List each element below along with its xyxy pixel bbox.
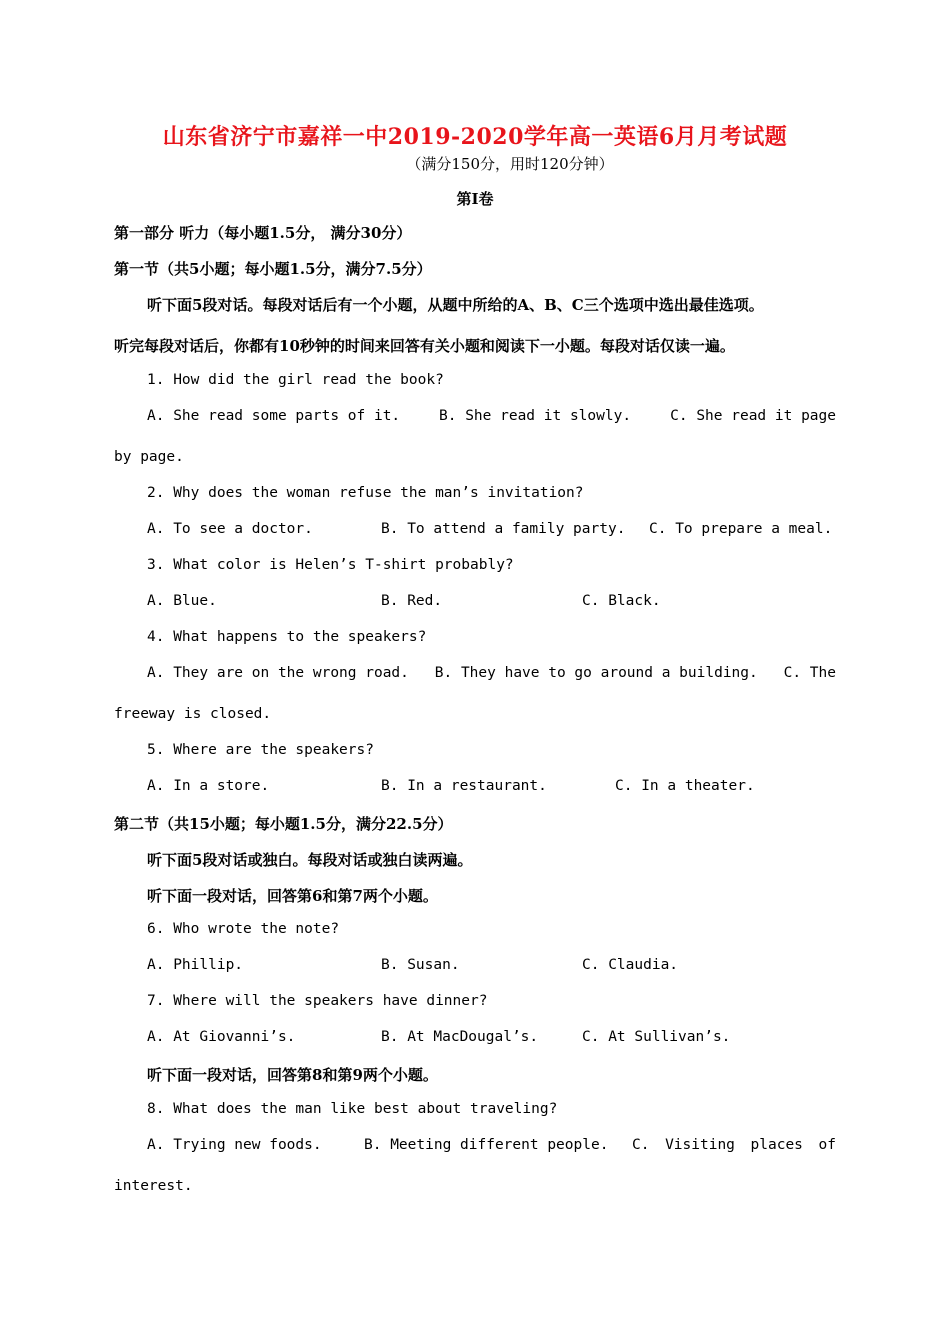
exam-subtitle: （满分150分，用时120分钟） bbox=[406, 155, 614, 173]
question-6-option-a: A. Phillip. bbox=[147, 957, 244, 973]
question-8-option-c-cont: interest. bbox=[114, 1178, 193, 1194]
question-4-option-b: B. They have to go around a building. bbox=[434, 665, 758, 681]
question-7-option-b: B. At MacDougal’s. bbox=[381, 1029, 539, 1045]
question-8-option-b: B. Meeting different people. bbox=[364, 1137, 609, 1153]
section1-instruction-1: 听下面5段对话。每段对话后有一个小题，从题中所给的A、B、C三个选项中选出最佳选项。 bbox=[147, 296, 764, 314]
question-2-option-b: B. To attend a family party. bbox=[381, 521, 626, 537]
question-8-option-c-word: C. bbox=[632, 1137, 650, 1153]
question-8-option-c-word: of bbox=[818, 1137, 836, 1153]
question-3-option-b: B. Red. bbox=[381, 593, 443, 609]
question-8-stem: 8. What does the man like best about traveling? bbox=[147, 1101, 558, 1117]
question-5-stem: 5. Where are the speakers? bbox=[147, 742, 374, 758]
question-6-stem: 6. Who wrote the note? bbox=[147, 921, 340, 937]
question-4-option-c-cont: freeway is closed. bbox=[114, 706, 272, 722]
question-7-option-c: C. At Sullivan’s. bbox=[582, 1029, 731, 1045]
question-7-option-a: A. At Giovanni’s. bbox=[147, 1029, 296, 1045]
part1-heading: 第一部分 听力（每小题1.5分， 满分30分） bbox=[114, 224, 412, 242]
section1-heading: 第一节（共5小题；每小题1.5分，满分7.5分） bbox=[114, 260, 432, 278]
question-4-stem: 4. What happens to the speakers? bbox=[147, 629, 427, 645]
question-2-option-c: C. To prepare a meal. bbox=[649, 521, 833, 537]
section2-instruction-1: 听下面5段对话或独白。每段对话或独白读两遍。 bbox=[147, 851, 473, 869]
question-4-option-c: C. The bbox=[783, 665, 836, 681]
question-5-option-b: B. In a restaurant. bbox=[381, 778, 547, 794]
volume-heading: 第I卷 bbox=[456, 190, 494, 208]
question-6-option-c: C. Claudia. bbox=[582, 957, 679, 973]
question-3-stem: 3. What color is Helen’s T-shirt probably? bbox=[147, 557, 514, 573]
question-1-option-b: B. She read it slowly. bbox=[439, 408, 632, 424]
question-8-option-c-word: places bbox=[750, 1137, 803, 1153]
question-1-option-c-cont: by page. bbox=[114, 449, 184, 465]
question-7-stem: 7. Where will the speakers have dinner? bbox=[147, 993, 488, 1009]
question-1-option-a: A. She read some parts of it. bbox=[147, 408, 401, 424]
section2-instruction-3: 听下面一段对话，回答第8和第9两个小题。 bbox=[147, 1066, 438, 1084]
section2-heading: 第二节（共15小题；每小题1.5分，满分22.5分） bbox=[114, 815, 453, 833]
question-1-stem: 1. How did the girl read the book? bbox=[147, 372, 444, 388]
question-8-option-c bbox=[632, 1137, 836, 1153]
section1-instruction-2: 听完每段对话后，你都有10秒钟的时间来回答有关小题和阅读下一小题。每段对话仅读一遍。 bbox=[114, 337, 735, 355]
question-3-option-c: C. Black. bbox=[582, 593, 661, 609]
question-6-option-b: B. Susan. bbox=[381, 957, 460, 973]
question-8-option-a: A. Trying new foods. bbox=[147, 1137, 322, 1153]
question-5-option-c: C. In a theater. bbox=[615, 778, 755, 794]
question-4-option-a: A. They are on the wrong road. bbox=[147, 665, 409, 681]
page-title: 山东省济宁市嘉祥一中2019-2020学年高一英语6月月考试题 bbox=[162, 124, 788, 150]
question-2-option-a: A. To see a doctor. bbox=[147, 521, 313, 537]
question-1-option-c: C. She read it page bbox=[670, 408, 836, 424]
question-3-option-a: A. Blue. bbox=[147, 593, 217, 609]
question-4-options bbox=[147, 665, 836, 681]
question-8-option-c-word: Visiting bbox=[665, 1137, 735, 1153]
section2-instruction-2: 听下面一段对话，回答第6和第7两个小题。 bbox=[147, 887, 438, 905]
question-5-option-a: A. In a store. bbox=[147, 778, 270, 794]
question-2-stem: 2. Why does the woman refuse the man’s invitation? bbox=[147, 485, 584, 501]
